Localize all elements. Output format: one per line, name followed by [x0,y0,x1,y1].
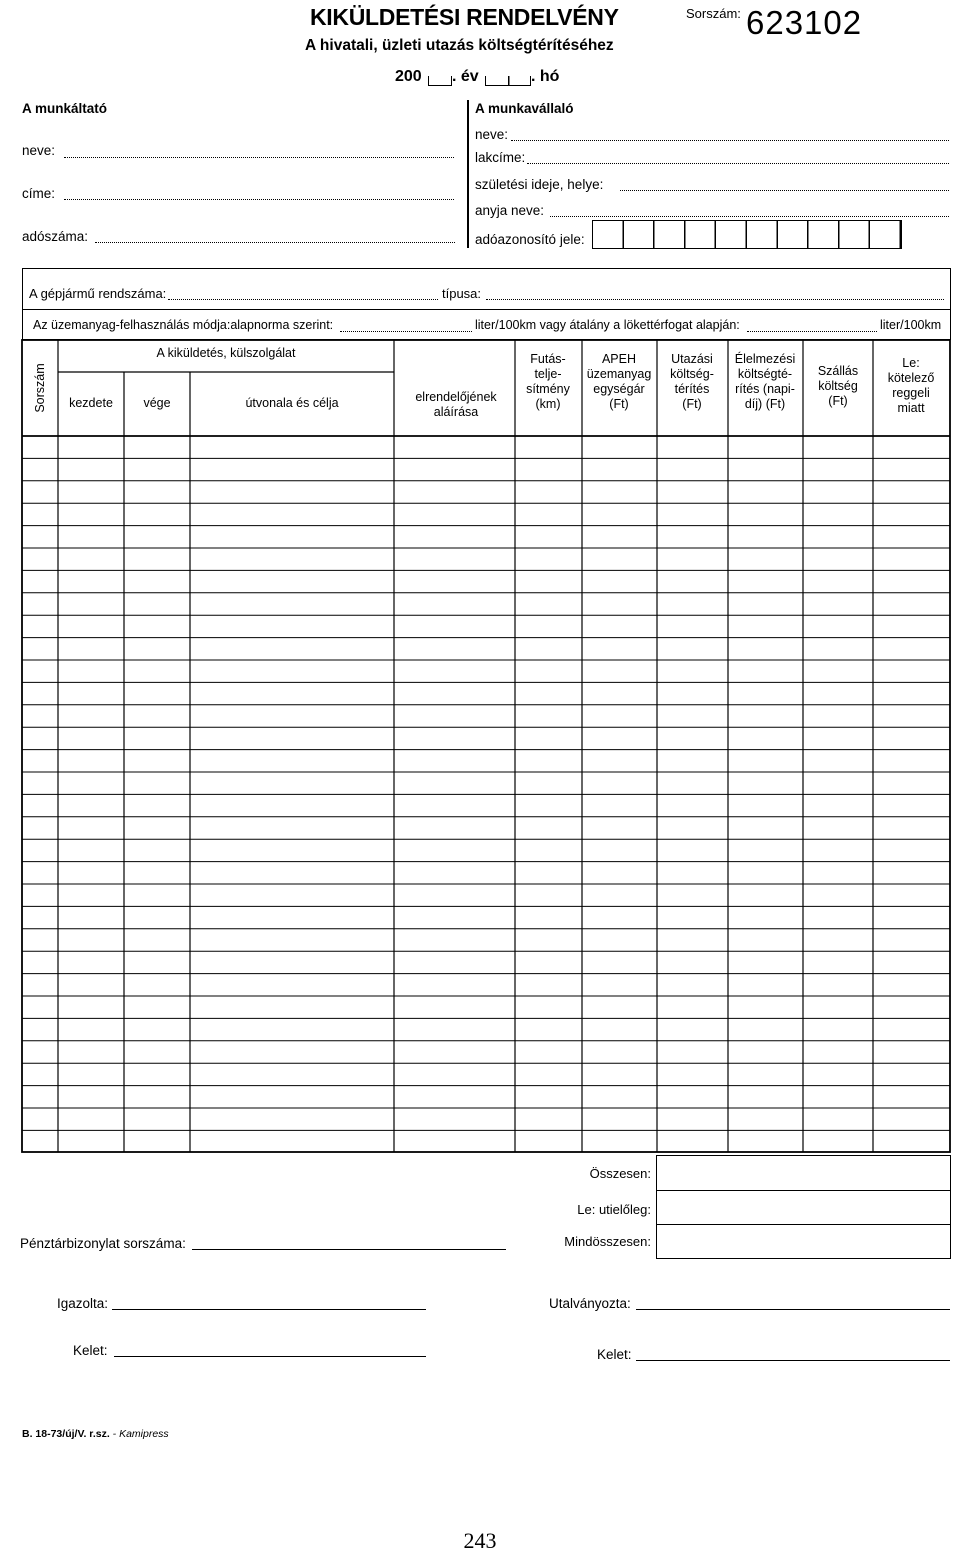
employer-heading: A munkáltató [22,101,108,116]
col-kezdete-header: kezdete [69,396,113,410]
year-prefix: 200 [395,68,422,85]
col-le-header: Le: kötelező reggeli miatt [887,356,935,415]
osszesen-label: Összesen: [589,1166,651,1181]
totals-row-divider-1 [656,1190,951,1191]
serial-number: 623102 [746,4,863,41]
publisher-name: - Kamipress [112,1428,169,1440]
form-title: KIKÜLDETÉSI RENDELVÉNY [310,4,619,30]
fuel-label: Az üzemanyag-felhasználás módja:alapnorma szerint: [33,318,334,332]
col-vege-header: vége [143,396,171,410]
fuel-mid-label: liter/100km vagy átalány a lökettérfogat alapján: [475,318,740,332]
publisher-info [22,1428,169,1440]
kelet2-field[interactable] [636,1360,950,1361]
col-apeh-header: APEH üzemanyag egységár (Ft) [586,352,652,411]
utieloleg-label: Le: utielőleg: [577,1202,651,1217]
table-border [22,340,950,1152]
igazolta-field[interactable] [112,1309,426,1310]
type-label: típusa: [442,286,482,301]
page-number: 243 [463,1528,497,1553]
employee-address-label: lakcíme: [475,150,526,165]
penztar-field[interactable] [192,1249,506,1250]
month-suffix: . hó [531,68,560,85]
fuel-end-label: liter/100km [880,318,942,332]
col-elelmezesi-header: Élelmezési költségté- rítés (napi- díj) (Ft) [734,352,796,411]
igazolta-label: Igazolta: [57,1296,109,1311]
col-utazasi-header: Utazási költség- térítés (Ft) [670,352,714,411]
utalvanyozta-field[interactable] [636,1309,950,1310]
employer-name-label: neve: [22,143,56,158]
mindosszesen-label: Mindösszesen: [564,1234,651,1249]
employee-birth-label: születési ideje, helye: [475,177,604,192]
employer-tax-label: adószáma: [22,229,89,244]
employee-name-label: neve: [475,127,509,142]
group-header: A kiküldetés, külszolgálat [156,346,296,360]
col-szallas-header: Szállás költség (Ft) [817,364,859,408]
col-utvonala-header: útvonala és célja [245,396,339,410]
employee-taxid-label: adóazonosító jele: [475,232,585,247]
employer-address-label: címe: [22,186,56,201]
col-futas-header: Futás- telje- sítmény (km) [526,352,570,411]
col-elrendelo-header: elrendelőjének aláírása [415,390,497,419]
form-subtitle: A hivatali, üzleti utazás költségtérítéséhez [305,37,614,54]
employee-heading: A munkavállaló [475,101,574,116]
totals-row-divider-2 [656,1224,951,1225]
plate-label: A gépjármű rendszáma: [29,286,167,301]
employee-mother-label: anyja neve: [475,203,545,218]
utalvanyozta-label: Utalványozta: [549,1296,631,1311]
kelet2-label: Kelet: [597,1347,632,1362]
publisher-code: B. 18-73/új/V. r.sz. [22,1428,110,1440]
totals-box[interactable] [656,1155,951,1259]
col-sorszam-header: Sorszám [33,363,47,413]
kelet1-label: Kelet: [73,1343,108,1358]
kelet1-field[interactable] [114,1356,426,1357]
serial-label: Sorszám: [686,6,741,21]
penztar-label: Pénztárbizonylat sorszáma: [20,1236,186,1251]
year-suffix: . év [452,68,479,85]
